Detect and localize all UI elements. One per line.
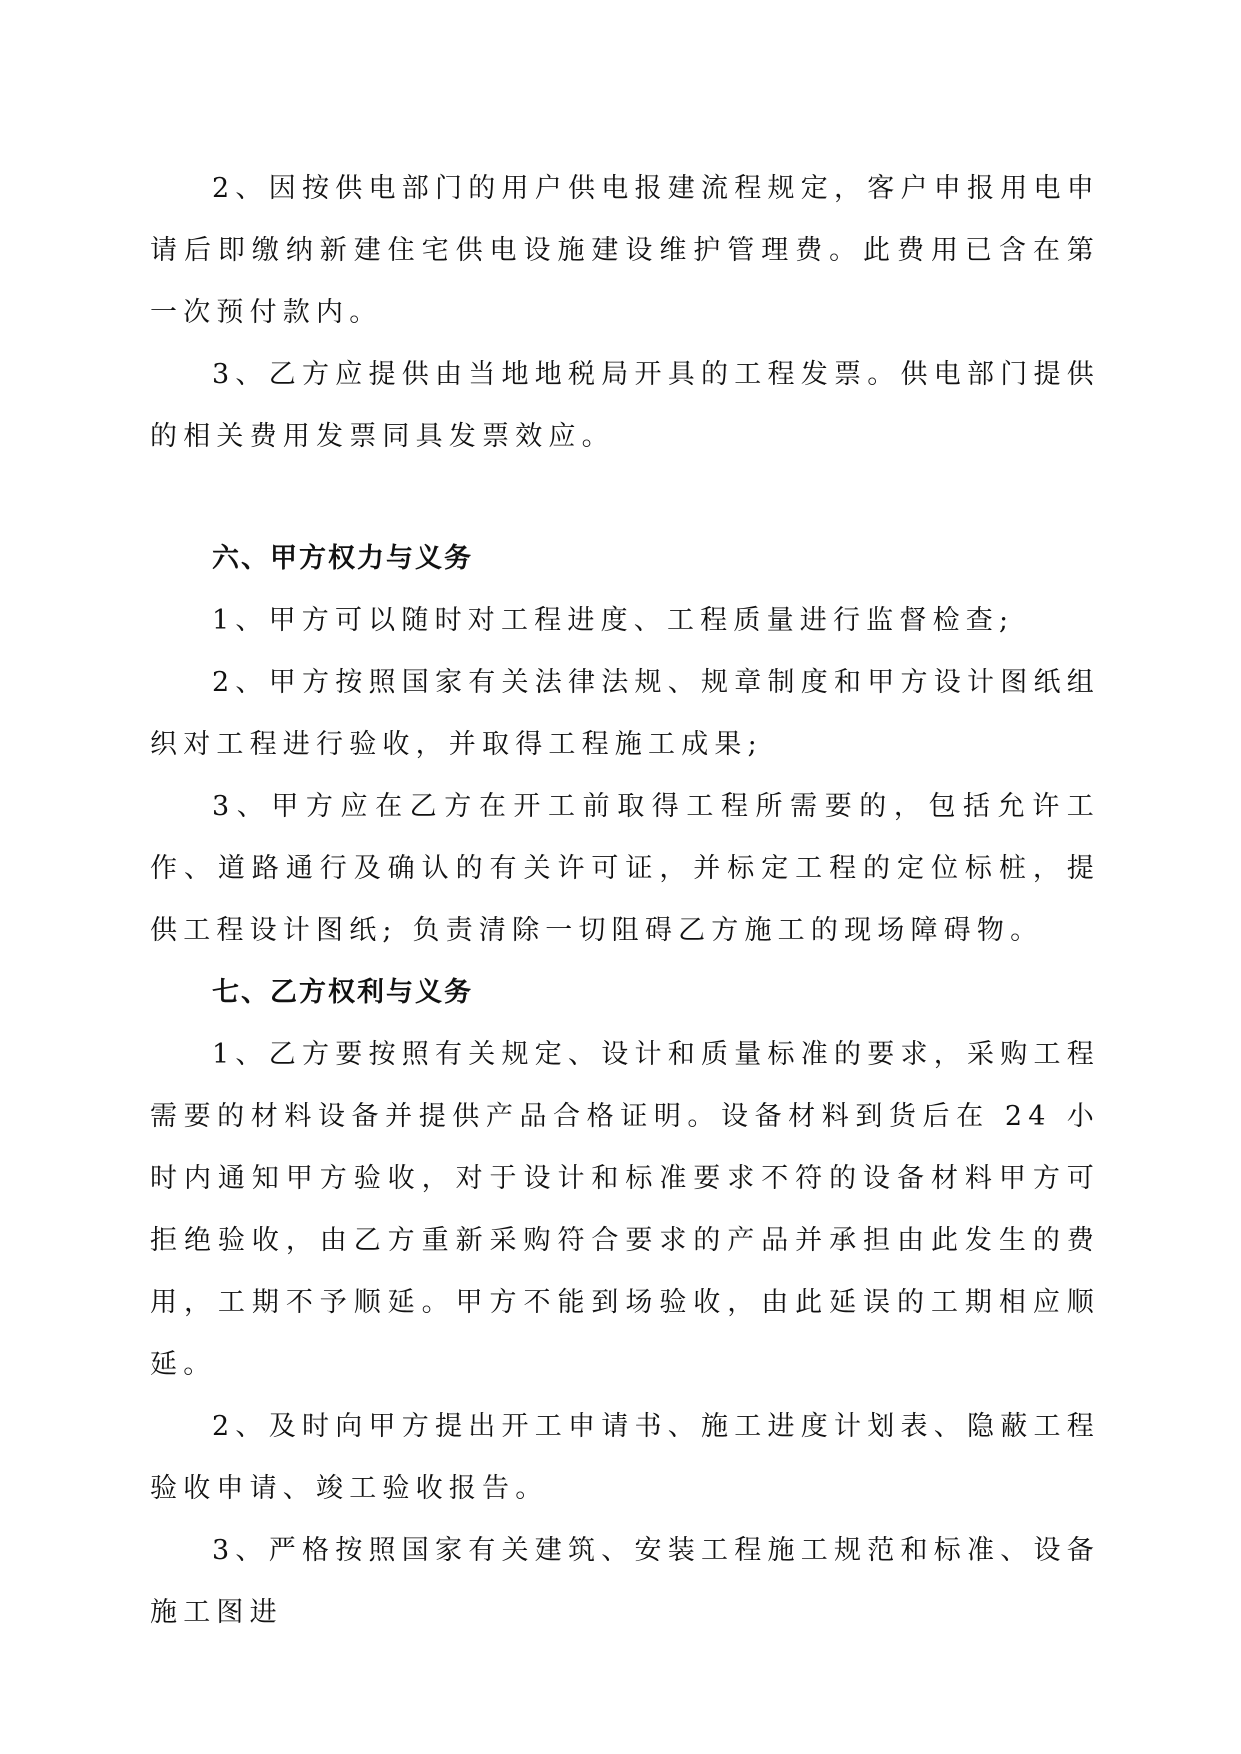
paragraph-five-item-3: 3、乙方应提供由当地地税局开具的工程发票。供电部门提供的相关费用发票同具发票效应。 — [150, 359, 1100, 452]
document-body — [150, 158, 1100, 1644]
paragraph-six-item-1: 1、甲方可以随时对工程进度、工程质量进行监督检查; — [212, 605, 1015, 636]
paragraph-seven-item-2: 2、及时向甲方提出开工申请书、施工进度计划表、隐蔽工程验收申请、竣工验收报告。 — [150, 1411, 1100, 1504]
section-spacer — [150, 468, 1100, 528]
section-six-heading: 六、甲方权力与义务 — [212, 543, 473, 574]
paragraph-six-item-3: 3、甲方应在乙方在开工前取得工程所需要的，包括允许工作、道路通行及确认的有关许可证，并标定工程的定位标桩，提供工程设计图纸; 负责清除一切阻碍乙方施工的现场障碍物。 — [150, 791, 1100, 946]
section-seven-heading: 七、乙方权利与义务 — [212, 977, 473, 1008]
paragraph-six-item-2: 2、甲方按照国家有关法律法规、规章制度和甲方设计图纸组织对工程进行验收，并取得工程施工成果; — [150, 667, 1100, 760]
paragraph-seven-item-3: 3、严格按照国家有关建筑、安装工程施工规范和标准、设备施工图进 — [150, 1535, 1100, 1628]
paragraph-seven-item-1: 1、乙方要按照有关规定、设计和质量标准的要求，采购工程需要的材料设备并提供产品合格证明。设备材料到货后在 24 小时内通知甲方验收，对于设计和标准要求不符的设备材料甲方可拒绝验收，由乙方重新采购符合要求的产品并承担由此发生的费用，工期不予顺延。甲方不能到场验收，由此延误的工期相应顺延。 — [150, 1039, 1100, 1380]
paragraph-five-item-2: 2、因按供电部门的用户供电报建流程规定，客户申报用电申请后即缴纳新建住宅供电设施建设维护管理费。此费用已含在第一次预付款内。 — [150, 173, 1100, 328]
